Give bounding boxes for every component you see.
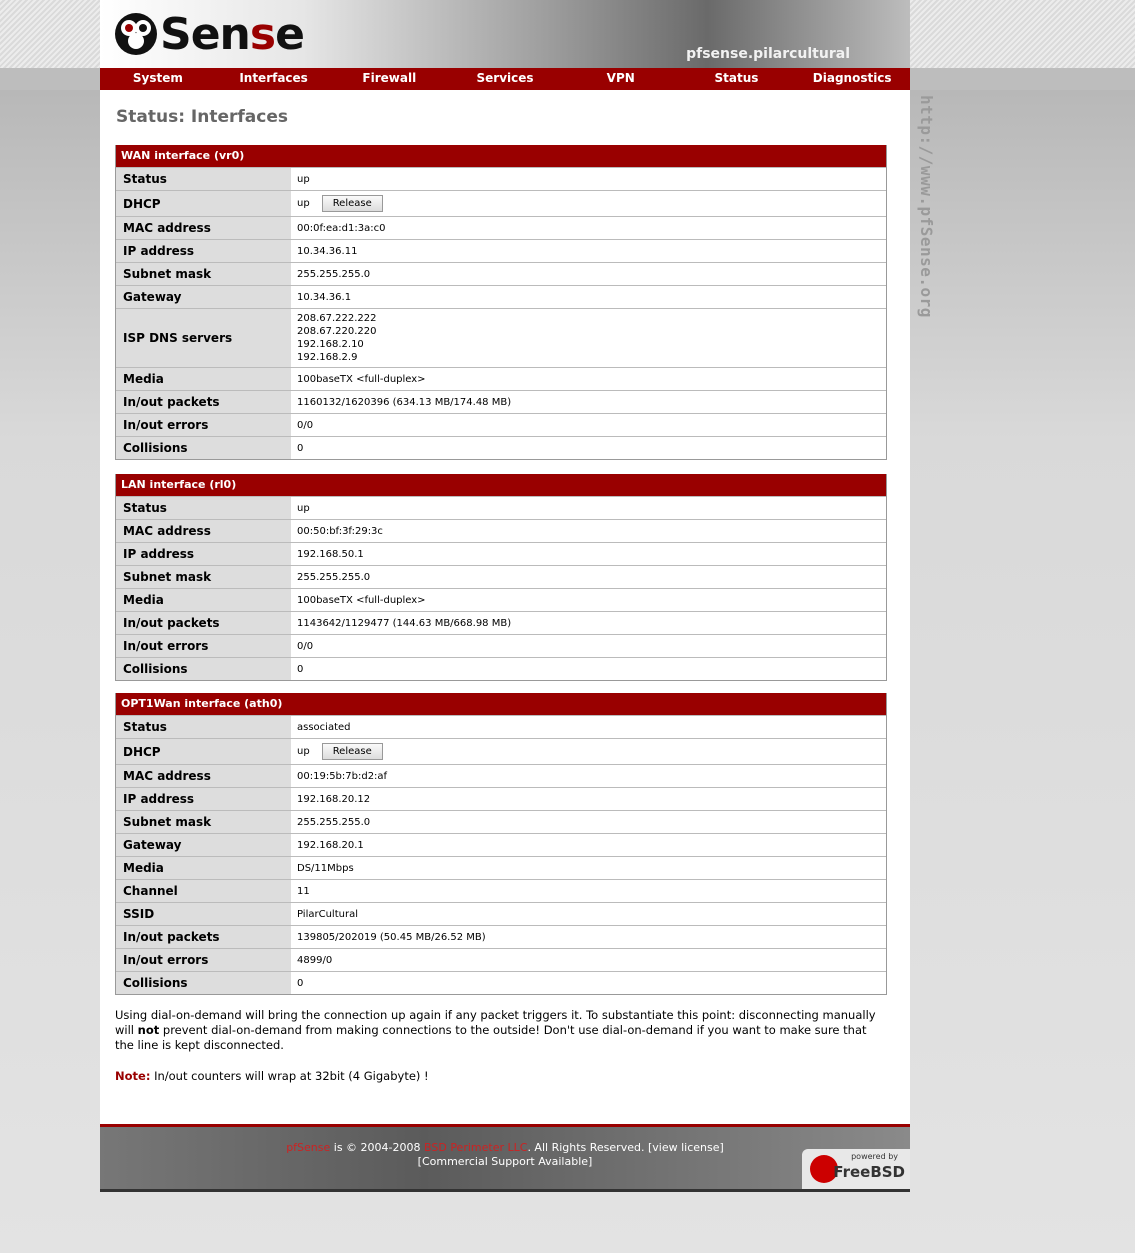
interface-table — [115, 693, 887, 995]
table-row — [116, 925, 886, 948]
table-row — [116, 496, 886, 519]
row-label: Collisions — [116, 658, 291, 680]
footer — [100, 1124, 910, 1192]
table-row — [116, 436, 886, 459]
row-label: ISP DNS servers — [116, 309, 291, 367]
note-text: In/out counters will wrap at 32bit (4 Gigabyte) ! — [154, 1069, 429, 1083]
value-text: 0 — [297, 442, 304, 454]
row-value — [291, 168, 886, 190]
table-row — [116, 262, 886, 285]
table-row — [116, 879, 886, 902]
row-value — [291, 414, 886, 436]
row-label: In/out packets — [116, 391, 291, 413]
value-text: 192.168.20.12 — [297, 793, 371, 805]
value-text: 00:19:5b:7b:d2:af — [297, 770, 388, 782]
nav-item-system[interactable]: System — [132, 71, 183, 85]
release-button[interactable]: Release — [322, 195, 383, 212]
row-label: DHCP — [116, 739, 291, 764]
row-label: Media — [116, 589, 291, 611]
footer-pfsense-link[interactable]: pfSense — [286, 1141, 331, 1154]
page-title: Status: Interfaces — [116, 107, 288, 127]
nav-item-status[interactable]: Status — [714, 71, 759, 85]
value-text: 100baseTX <full-duplex> — [297, 373, 426, 385]
row-label: Subnet mask — [116, 811, 291, 833]
logo-emblem-icon — [112, 10, 160, 58]
value-text: 1160132/1620396 (634.13 MB/174.48 MB) — [297, 396, 512, 408]
row-value — [291, 286, 886, 308]
main-nav — [100, 68, 910, 91]
row-label: Gateway — [116, 286, 291, 308]
value-text: 0 — [297, 977, 304, 989]
value-text: 255.255.255.0 — [297, 268, 371, 280]
row-value — [291, 391, 886, 413]
dns-server: 208.67.222.222 — [297, 313, 377, 324]
dns-server: 208.67.220.220 — [297, 326, 377, 337]
row-value — [291, 903, 886, 925]
value-text: 255.255.255.0 — [297, 816, 371, 828]
row-label: Media — [116, 368, 291, 390]
row-label: IP address — [116, 240, 291, 262]
value-text: 100baseTX <full-duplex> — [297, 594, 426, 606]
pfsense-logo[interactable] — [112, 8, 304, 60]
freebsd-badge[interactable] — [802, 1149, 910, 1189]
row-value — [291, 658, 886, 680]
powered-by-label: powered by — [851, 1152, 898, 1161]
row-label: Collisions — [116, 972, 291, 994]
row-label: In/out packets — [116, 926, 291, 948]
interface-title: WAN interface (vr0) — [116, 145, 886, 167]
row-value — [291, 543, 886, 565]
table-row — [116, 634, 886, 657]
row-value — [291, 437, 886, 459]
row-value — [291, 566, 886, 588]
table-row — [116, 190, 886, 216]
nav-item-diagnostics[interactable]: Diagnostics — [812, 71, 892, 85]
row-label: Collisions — [116, 437, 291, 459]
value-text: up — [297, 502, 310, 514]
nav-item-vpn[interactable]: VPN — [606, 71, 635, 85]
value-text: up — [297, 198, 310, 209]
logo-text: Sense — [160, 8, 304, 60]
value-text: 192.168.20.1 — [297, 839, 364, 851]
row-value — [291, 217, 886, 239]
freebsd-label: FreeBSD — [833, 1163, 905, 1181]
row-label: In/out errors — [116, 949, 291, 971]
table-row — [116, 611, 886, 634]
row-label: IP address — [116, 543, 291, 565]
row-label: MAC address — [116, 765, 291, 787]
interface-title: OPT1Wan interface (ath0) — [116, 693, 886, 715]
nav-item-firewall[interactable]: Firewall — [362, 71, 417, 85]
footer-company-link[interactable]: BSD Perimeter LLC — [424, 1141, 528, 1154]
row-value — [291, 716, 886, 738]
row-label: In/out packets — [116, 612, 291, 634]
row-value — [291, 191, 886, 216]
table-row — [116, 902, 886, 925]
row-value — [291, 309, 886, 367]
header — [100, 0, 910, 68]
side-url-watermark: http://www.pfSense.org — [917, 95, 936, 318]
row-value — [291, 788, 886, 810]
value-text: 192.168.50.1 — [297, 548, 364, 560]
value-text: DS/11Mbps — [297, 862, 354, 874]
row-value — [291, 240, 886, 262]
row-label: In/out errors — [116, 635, 291, 657]
row-value — [291, 612, 886, 634]
row-value — [291, 811, 886, 833]
value-text: 4899/0 — [297, 954, 333, 966]
commercial-support-link[interactable]: [Commercial Support Available] — [417, 1155, 593, 1168]
value-text: 00:50:bf:3f:29:3c — [297, 525, 383, 537]
table-row — [116, 856, 886, 879]
value-text: up — [297, 173, 310, 185]
table-row — [116, 764, 886, 787]
value-text: 10.34.36.11 — [297, 245, 358, 257]
row-value — [291, 520, 886, 542]
info-bold: not — [137, 1023, 160, 1037]
interface-title: LAN interface (rl0) — [116, 474, 886, 496]
row-label: MAC address — [116, 520, 291, 542]
row-label: Subnet mask — [116, 263, 291, 285]
table-row — [116, 216, 886, 239]
table-row — [116, 413, 886, 436]
row-label: MAC address — [116, 217, 291, 239]
table-row — [116, 367, 886, 390]
table-row — [116, 715, 886, 738]
value-text: 10.34.36.1 — [297, 291, 352, 303]
row-value — [291, 263, 886, 285]
value-text: 00:0f:ea:d1:3a:c0 — [297, 222, 386, 234]
table-row — [116, 239, 886, 262]
row-value — [291, 857, 886, 879]
row-label: Status — [116, 716, 291, 738]
row-label: In/out errors — [116, 414, 291, 436]
row-value — [291, 739, 886, 764]
table-row — [116, 565, 886, 588]
row-value — [291, 589, 886, 611]
value-text: 1143642/1129477 (144.63 MB/668.98 MB) — [297, 617, 512, 629]
value-text: 255.255.255.0 — [297, 571, 371, 583]
row-value — [291, 635, 886, 657]
row-label: IP address — [116, 788, 291, 810]
row-label: Channel — [116, 880, 291, 902]
footer-text: pfSense is © 2004-2008 BSD Perimeter LLC. All Rights Reserved. [view license] [Commercial Support Available] — [286, 1141, 724, 1168]
value-text: 11 — [297, 885, 310, 897]
interface-table — [115, 474, 887, 681]
table-row — [116, 971, 886, 994]
table-row — [116, 657, 886, 680]
row-label: Gateway — [116, 834, 291, 856]
row-value — [291, 497, 886, 519]
row-label: SSID — [116, 903, 291, 925]
table-row — [116, 542, 886, 565]
interface-table — [115, 145, 887, 460]
table-row — [116, 167, 886, 190]
row-label: Status — [116, 497, 291, 519]
table-row — [116, 519, 886, 542]
main-content — [100, 90, 910, 1124]
hostname: pfsense.pilarcultural — [686, 46, 850, 62]
table-row — [116, 787, 886, 810]
dial-on-demand-info: Using dial-on-demand will bring the connection up again if any packet triggers it. To substantiate this point: disconnecting manually will not prevent dial-on-demand from making connections to the outside! Don't use dial-on-demand if you want to make sure that the line is kept disconnected. — [115, 1008, 876, 1052]
value-text: 0 — [297, 663, 304, 675]
table-row — [116, 948, 886, 971]
value-text: 0/0 — [297, 419, 314, 431]
table-row — [116, 810, 886, 833]
dns-server: 192.168.2.10 — [297, 339, 364, 350]
nav-item-interfaces[interactable]: Interfaces — [239, 71, 308, 85]
value-text: associated — [297, 721, 351, 733]
value-text: 139805/202019 (50.45 MB/26.52 MB) — [297, 931, 486, 943]
nav-item-services[interactable]: Services — [476, 71, 534, 85]
row-value — [291, 834, 886, 856]
note — [115, 1069, 429, 1083]
row-label: Subnet mask — [116, 566, 291, 588]
dns-server: 192.168.2.9 — [297, 352, 358, 363]
row-value — [291, 765, 886, 787]
value-text: PilarCultural — [297, 908, 358, 920]
table-row — [116, 390, 886, 413]
release-button[interactable]: Release — [322, 743, 383, 760]
row-value — [291, 368, 886, 390]
table-row — [116, 308, 886, 367]
view-license-link[interactable]: view license — [652, 1141, 720, 1154]
table-row — [116, 738, 886, 764]
row-label: DHCP — [116, 191, 291, 216]
value-text: 0/0 — [297, 640, 314, 652]
value-text: up — [297, 746, 310, 757]
row-value — [291, 972, 886, 994]
row-label: Media — [116, 857, 291, 879]
note-label: Note: — [115, 1069, 151, 1083]
table-row — [116, 588, 886, 611]
row-label: Status — [116, 168, 291, 190]
row-value — [291, 926, 886, 948]
table-row — [116, 833, 886, 856]
table-row — [116, 285, 886, 308]
row-value — [291, 880, 886, 902]
row-value — [291, 949, 886, 971]
